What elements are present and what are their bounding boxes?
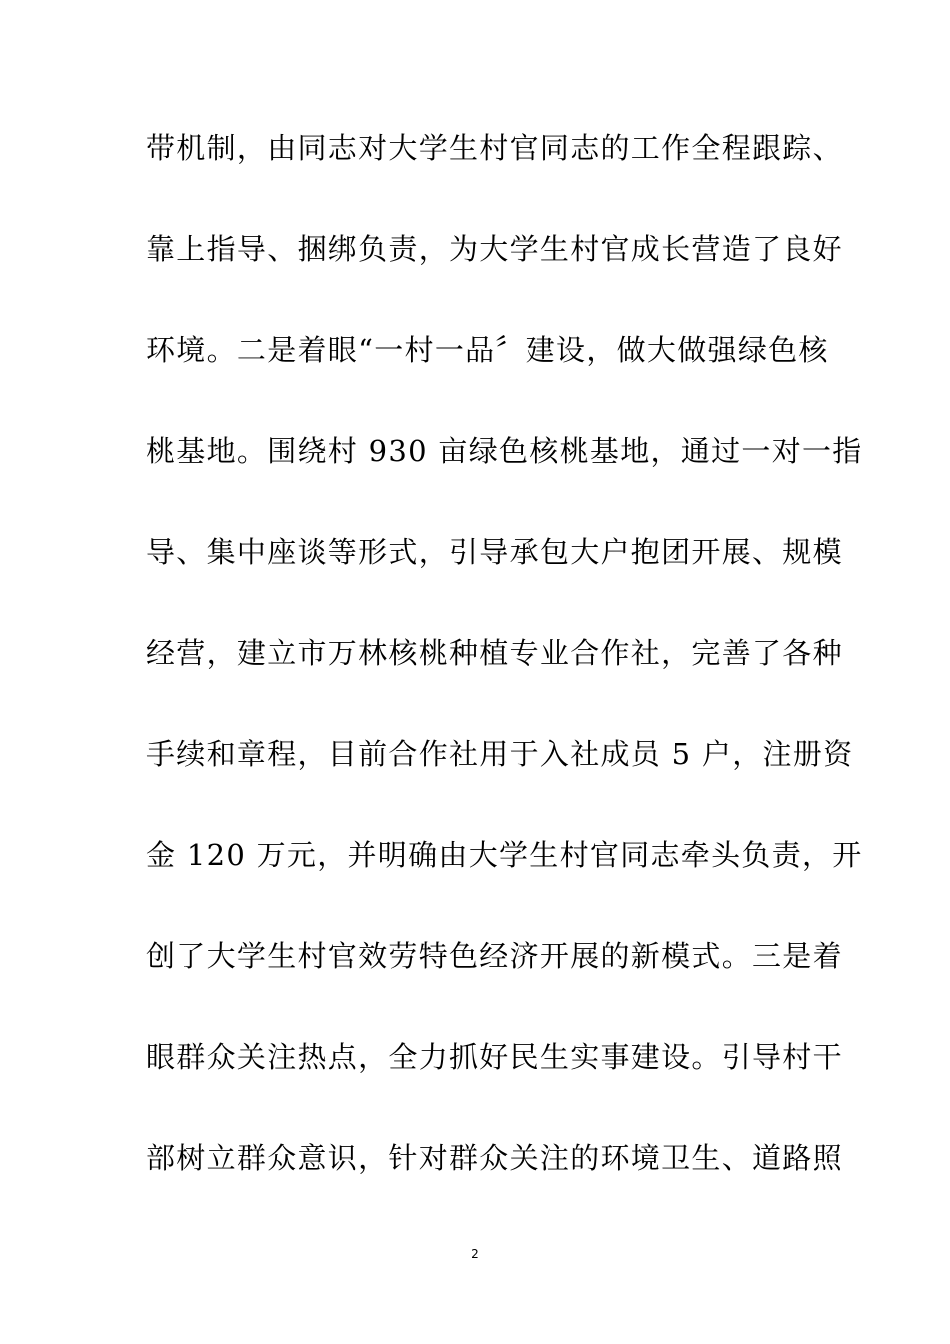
text-line: 经营，建立市万林核桃种植专业合作社，完善了各种 [146, 636, 843, 670]
text-line: 靠上指导、捆绑负责，为大学生村官成长营造了良好 [146, 232, 843, 266]
page-number: 2 [471, 1247, 479, 1261]
text-line: 手续和章程，目前合作社用于入社成员 5 户，注册资 [146, 737, 854, 771]
text-line: 桃基地。围绕村 930 亩绿色核桃基地，通过一对一指 [146, 434, 863, 468]
text-line: 导、集中座谈等形式，引导承包大户抱团开展、规模 [146, 535, 843, 569]
text-line: 带机制，由同志对大学生村官同志的工作全程跟踪、 [146, 131, 843, 165]
text-line: 创了大学生村官效劳特色经济开展的新模式。三是着 [146, 939, 843, 973]
body-text [146, 120, 863, 1231]
text-line: 环境。二是着眼“一村一品〞建设，做大做强绿色核 [146, 333, 829, 367]
text-line: 部树立群众意识，针对群众关注的环境卫生、道路照 [146, 1141, 843, 1175]
text-line: 金 120 万元，并明确由大学生村官同志牵头负责，开 [146, 838, 863, 872]
text-line: 眼群众关注热点，全力抓好民生实事建设。引导村干 [146, 1040, 843, 1074]
